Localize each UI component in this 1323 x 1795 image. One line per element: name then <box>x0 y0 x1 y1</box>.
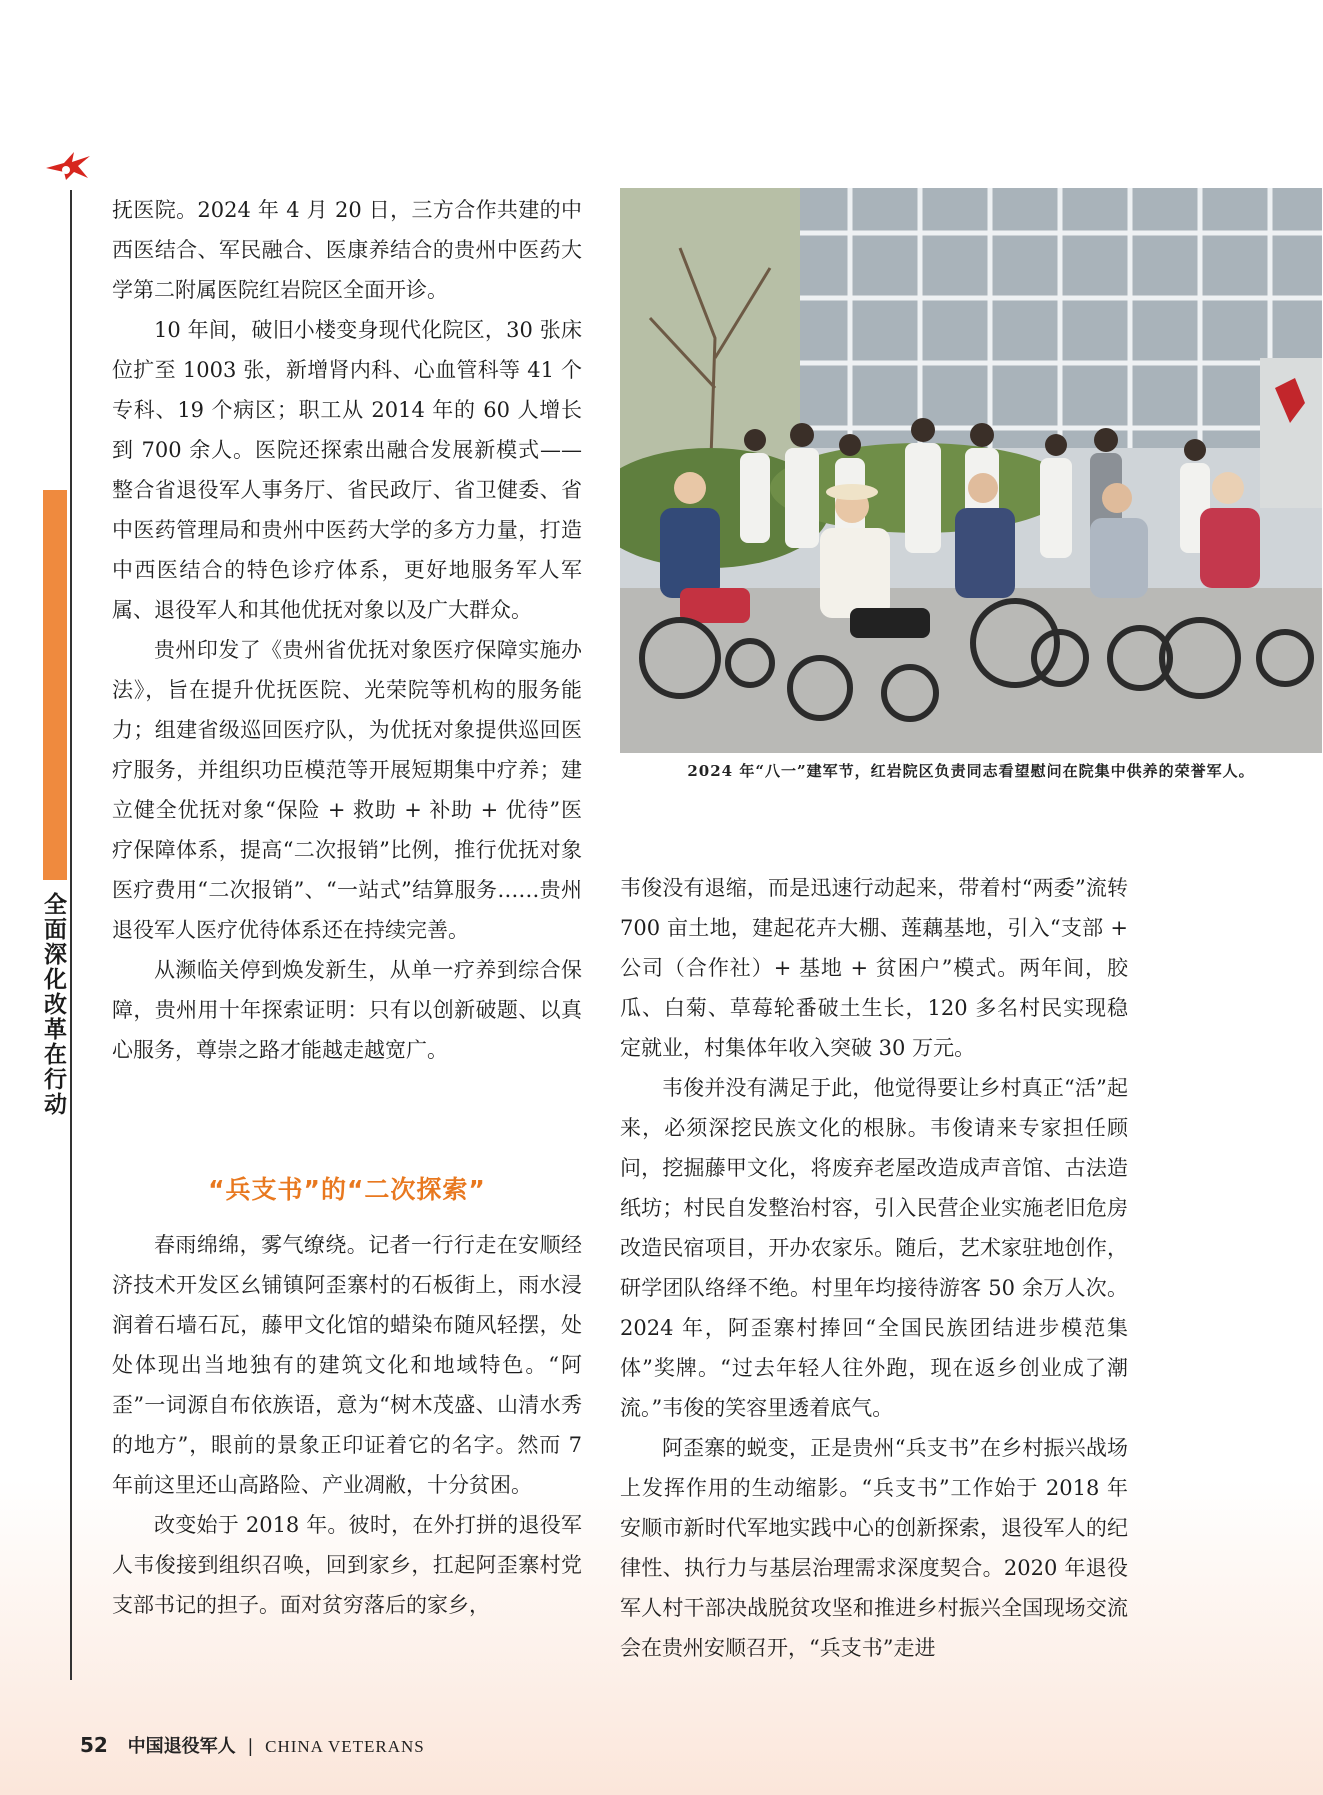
left-column-bottom <box>112 1225 582 1625</box>
right-column <box>620 868 1128 1668</box>
left-column-top <box>112 190 582 1070</box>
paragraph: 阿歪寨的蜕变，正是贵州“兵支书”在乡村振兴战场上发挥作用的生动缩影。“兵支书”工作始于 2018 年安顺市新时代军地实践中心的创新探索，退役军人的纪律性、执行力与基层治理需求深度契合。2020 年退役军人村干部决战脱贫攻坚和推进乡村振兴全国现场交流会在贵州安顺召开，“兵支书”走进 <box>620 1436 1128 1660</box>
footer-separator: | <box>247 1736 254 1757</box>
paragraph: 韦俊并没有满足于此，他觉得要让乡村真正“活”起来，必须深挖民族文化的根脉。韦俊请来专家担任顾问，挖掘藤甲文化，将废弃老屋改造成声音馆、古法造纸坊；村民自发整治村容，引入民营企业实施老旧危房改造民宿项目，开办农家乐。随后，艺术家驻地创作，研学团队络绎不绝。村里年均接待游客 50 余万人次。2024 年，阿歪寨村捧回“全国民族团结进步模范集体”奖牌。“过去年轻人往外跑，现在返乡创业成了潮流。”韦俊的笑容里透着底气。 <box>620 1076 1128 1420</box>
section-label: 全面深化改革在行动 <box>40 892 66 1117</box>
photo-illustration <box>620 188 1322 753</box>
photo-caption: 2024 年“八一”建军节，红岩院区负责同志看望慰问在院集中供养的荣誉军人。 <box>687 762 1255 780</box>
paragraph: 春雨绵绵，雾气缭绕。记者一行行走在安顺经济技术开发区幺铺镇阿歪寨村的石板街上，雨水浸润着石墙石瓦，藤甲文化馆的蜡染布随风轻摆，处处体现出当地独有的建筑文化和地域特色。“阿歪”一词源自布依族语，意为“树木茂盛、山清水秀的地方”，眼前的景象正印证着它的名字。然而 7 年前这里还山高路险、产业凋敝，十分贫困。 <box>112 1233 582 1497</box>
magazine-logo-icon <box>44 150 92 184</box>
paragraph: 贵州印发了《贵州省优抚对象医疗保障实施办法》，旨在提升优抚医院、光荣院等机构的服务能力；组建省级巡回医疗队，为优抚对象提供巡回医疗服务，并组织功臣模范等开展短期集中疗养；建立健全优抚对象“保险 + 救助 + 补助 + 优待”医疗保障体系，提高“二次报销”比例，推行优抚对象医疗费用“二次报销”、“一站式”结算服务……贵州退役军人医疗优待体系还在持续完善。 <box>112 638 582 942</box>
paragraph: 抚医院。2024 年 4 月 20 日，三方合作共建的中西医结合、军民融合、医康养结合的贵州中医药大学第二附属医院红岩院区全面开诊。 <box>112 198 582 302</box>
paragraph: 10 年间，破旧小楼变身现代化院区，30 张床位扩至 1003 张，新增肾内科、心血管科等 41 个专科、19 个病区；职工从 2014 年的 60 人增长到 700 余人。医院还探索出融合发展新模式——整合省退役军人事务厅、省民政厅、省卫健委、省中医药管理局和贵州中医药大学的多方力量，打造中西医结合的特色诊疗体系，更好地服务军人军属、退役军人和其他优抚对象以及广大群众。 <box>112 318 582 622</box>
magazine-name: 中国退役军人 <box>127 1736 236 1757</box>
paragraph: 改变始于 2018 年。彼时，在外打拼的退役军人韦俊接到组织召唤，回到家乡，扛起阿歪寨村党支部书记的担子。面对贫穷落后的家乡， <box>112 1513 582 1617</box>
magazine-name-english: CHINA VETERANS <box>265 1737 425 1756</box>
section-color-bar <box>43 490 67 880</box>
paragraph: 从濒临关停到焕发新生，从单一疗养到综合保障，贵州用十年探索证明：只有以创新破题、以真心服务，尊崇之路才能越走越宽广。 <box>112 958 582 1062</box>
paragraph: 韦俊没有退缩，而是迅速行动起来，带着村“两委”流转 700 亩土地，建起花卉大棚、莲藕基地，引入“支部 + 公司（合作社）+ 基地 + 贫困户”模式。两年间，胶瓜、白菊、草莓轮番破土生长，120 多名村民实现稳定就业，村集体年收入突破 30 万元。 <box>620 876 1128 1060</box>
photo-veterans-hospital <box>620 188 1322 753</box>
section-subheading: “兵支书”的“二次探索” <box>208 1175 486 1204</box>
page-footer <box>80 1732 425 1758</box>
page-number: 52 <box>80 1733 108 1757</box>
side-rule <box>70 190 72 1680</box>
